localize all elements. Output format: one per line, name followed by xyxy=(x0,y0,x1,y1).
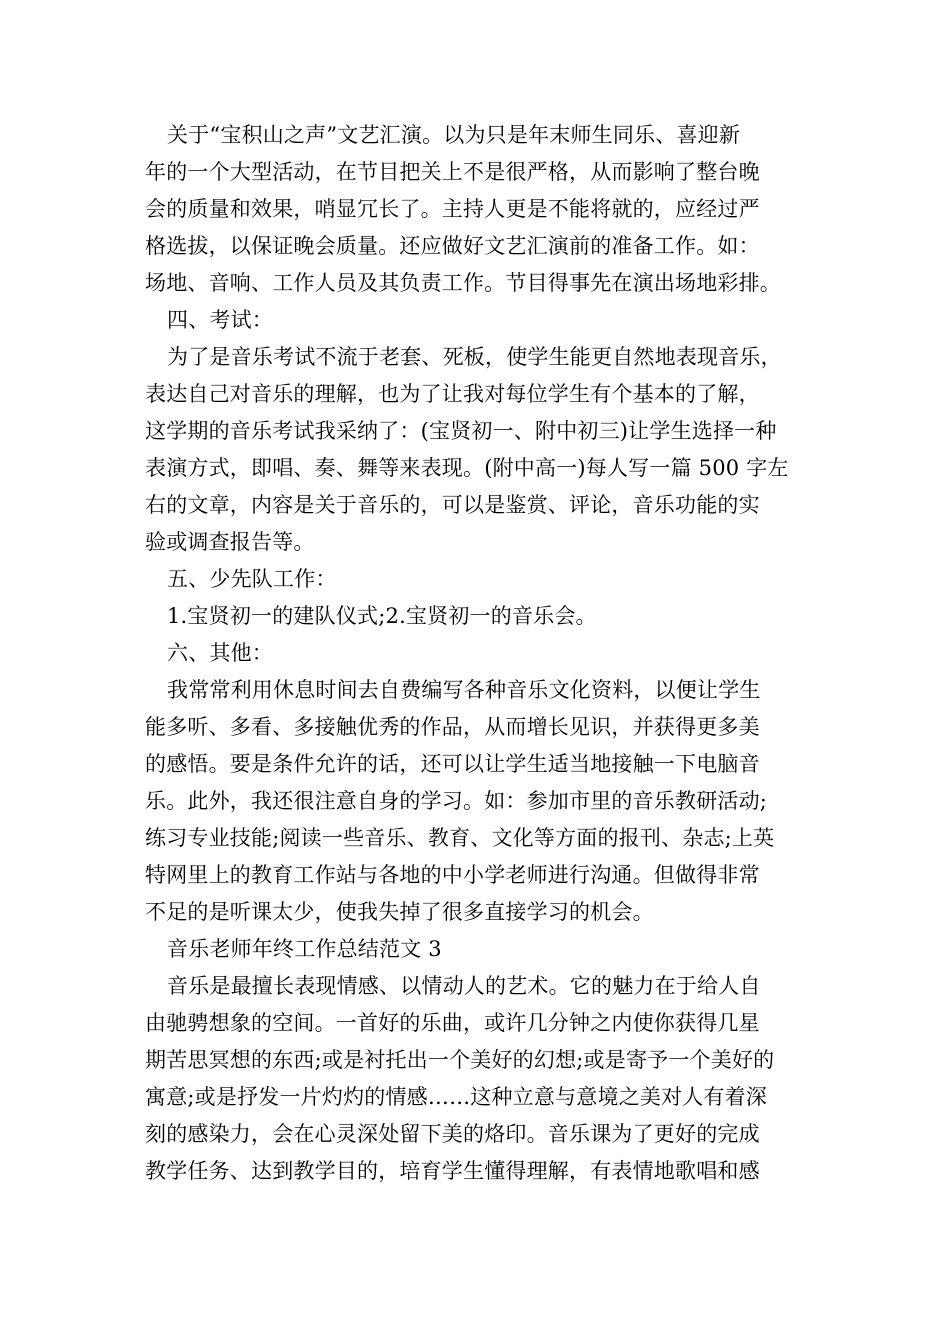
text-line: 关于“宝积山之声”文艺汇演。以为只是年末师生同乐、喜迎新 xyxy=(167,123,741,147)
text-line: 由驰骋想象的空间。一首好的乐曲，或许几分钟之内使你获得几星 xyxy=(145,1011,760,1035)
section-heading: 四、考试： xyxy=(167,308,273,332)
section-heading: 五、少先队工作： xyxy=(167,567,337,591)
text-line: 特网里上的教育工作站与各地的中小学老师进行沟通。但做得非常 xyxy=(145,863,760,887)
text-line: 寓意;或是抒发一片灼灼的情感……这种立意与意境之美对人有着深 xyxy=(145,1085,768,1109)
text-line: 场地、音响、工作人员及其负责工作。节目得事先在演出场地彩排。 xyxy=(145,271,781,295)
text-line: 右的文章，内容是关于音乐的，可以是鉴赏、评论，音乐功能的实 xyxy=(145,493,760,517)
text-line: 我常常利用休息时间去自费编写各种音乐文化资料，以便让学生 xyxy=(167,678,761,702)
text-line: 为了是音乐考试不流于老套、死板，使学生能更自然地表现音乐， xyxy=(167,345,782,369)
text-line: 会的质量和效果，哨显冗长了。主持人更是不能将就的，应经过严 xyxy=(145,197,760,221)
text-line: 这学期的音乐考试我采纳了：(宝贤初一、附中初三)让学生选择一种 xyxy=(145,419,777,443)
text-line: 表达自己对音乐的理解，也为了让我对每位学生有个基本的了解， xyxy=(145,382,760,406)
text-line: 练习专业技能;阅读一些音乐、教育、文化等方面的报刊、杂志;上英 xyxy=(145,826,775,850)
document-page xyxy=(145,117,815,1190)
text-line: 年的一个大型活动，在节目把关上不是很严格，从而影响了整台晚 xyxy=(145,160,760,184)
text-line: 格选拔，以保证晚会质量。还应做好文艺汇演前的准备工作。如： xyxy=(145,234,760,258)
text-line: 乐。此外，我还很注意自身的学习。如：参加市里的音乐教研活动; xyxy=(145,789,768,813)
text-line: 验或调查报告等。 xyxy=(145,530,315,554)
text-line: 音乐是最擅长表现情感、以情动人的艺术。它的魅力在于给人自 xyxy=(167,974,761,998)
text-line: 不足的是听课太少，使我失掉了很多直接学习的机会。 xyxy=(145,900,654,924)
text-line: 期苦思冥想的东西;或是衬托出一个美好的幻想;或是寄予一个美好的 xyxy=(145,1048,775,1072)
text-line: 的感悟。要是条件允许的话，还可以让学生适当地接触一下电脑音 xyxy=(145,752,760,776)
section-heading: 六、其他： xyxy=(167,641,273,665)
text-line: 1.宝贤初一的建队仪式;2.宝贤初一的音乐会。 xyxy=(167,604,597,628)
text-line: 教学任务、达到教学目的，培育学生懂得理解，有表情地歌唱和感 xyxy=(145,1159,760,1183)
text-line: 刻的感染力，会在心灵深处留下美的烙印。音乐课为了更好的完成 xyxy=(145,1122,760,1146)
section-title: 音乐老师年终工作总结范文 3 xyxy=(167,937,442,961)
text-line: 表演方式，即唱、奏、舞等来表现。(附中高一)每人写一篇 500 字左 xyxy=(145,456,789,480)
text-line: 能多听、多看、多接触优秀的作品，从而增长见识，并获得更多美 xyxy=(145,715,760,739)
